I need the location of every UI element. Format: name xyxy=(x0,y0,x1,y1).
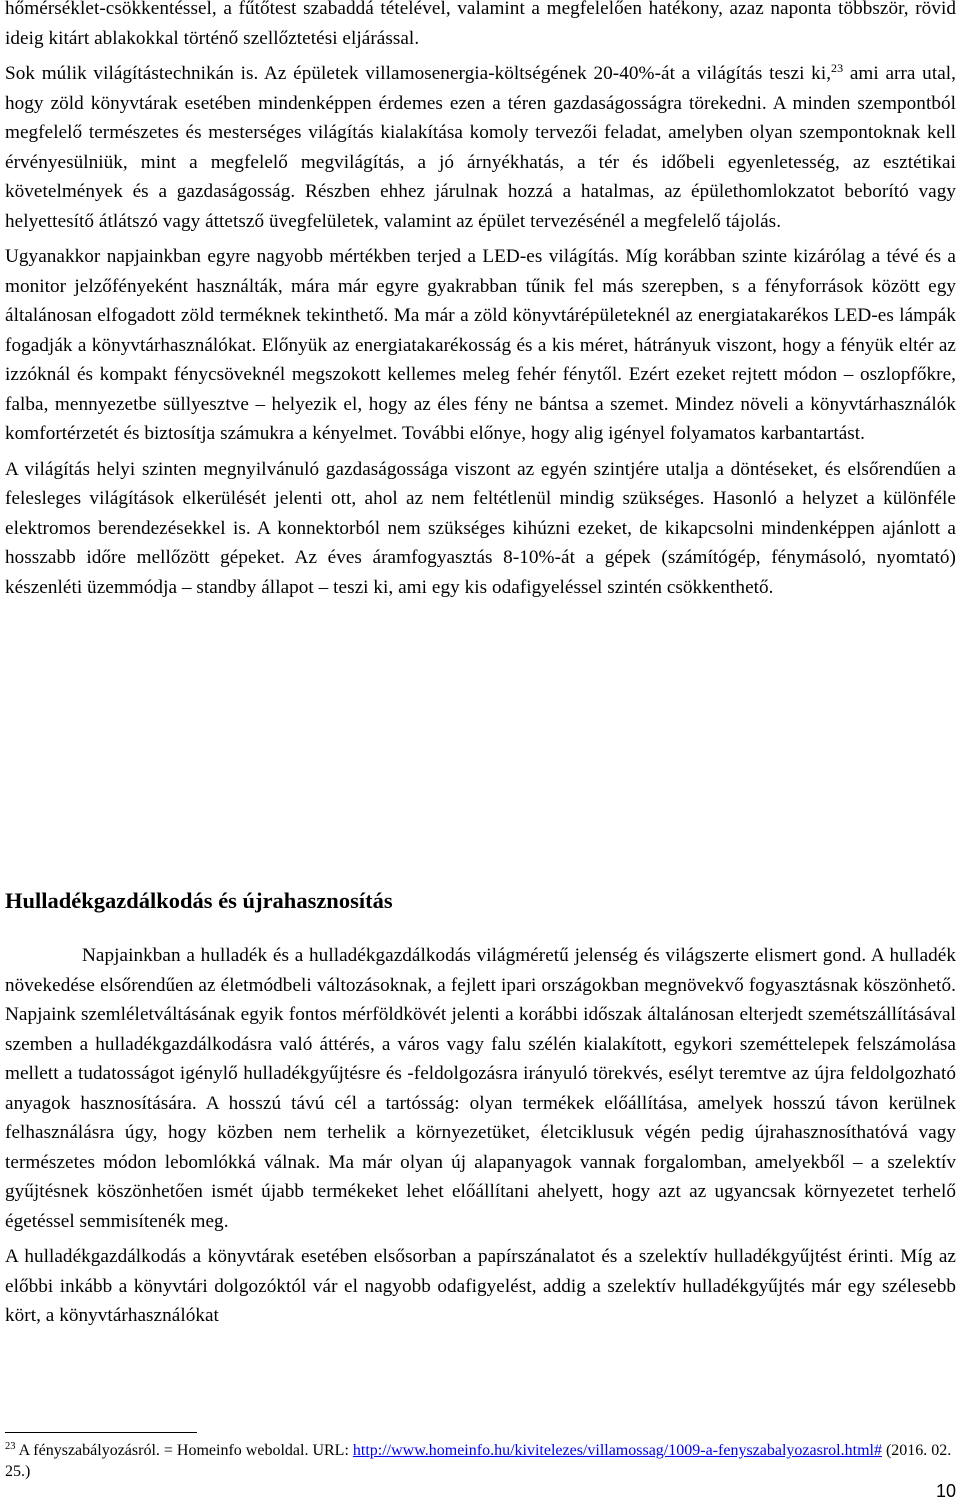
page-number: 10 xyxy=(935,1481,956,1501)
footnote-date: (2016. 02. 25.) xyxy=(5,1442,952,1480)
footnote-reference[interactable]: 23 xyxy=(831,61,844,75)
footnote xyxy=(5,1440,956,1482)
section-heading-wrapper xyxy=(5,886,393,916)
paragraph-waste-intro: Napjainkban a hulladék és a hulladékgazdálkodás világméretű jelenség és világszerte elismert gond. A hulladék növekedése elsőrendűen az életmódbeli változásoknak, a fejlett ipari országokban megnövekvő fogyasztásnak köszönhető. Napjaink szemléletváltásának egyik fontos mérföldkövét jelenti a korábbi időszak általánosan elterjedt szemétszállításával szemben a hulladékgazdálkodásra való áttérés, a város vagy falu szélén kialakított, egykori szeméttelepek felszámolása mellett a tudatosságot igénylő hulladékgyűjtésre és -feldolgozásra irányuló törekvés, esélyt teremtve az újra feldolgozható anyagok hasznosítására. A hosszú távú cél a tartósság: olyan termékek előállítása, amelyek hosszú távon kerülnek felhasználásra úgy, hogy közben nem terhelik a környezetüket, életciklusuk végén pedig újrahasznosíthatóvá vagy természetes módon lebomlókká válnak. Ma már olyan új alapanyagok vannak forgalomban, amelyekből – a szelektív gyűjtésnek köszönhetően ismét újabb termékeket lehet előállítani ahelyett, hogy azt az ugyancsak környezetet terhelő égetéssel semmisítenék meg. xyxy=(5,945,956,1232)
footnote-number: 23 xyxy=(5,1441,16,1452)
paragraph-lighting-part2: ami arra utal, hogy zöld könyvtárak esetében mindenképpen érdemes ezen a téren gazdaságosságra törekedni. A minden szempontból megfelelő természetes és mesterséges világítás kialakítása komoly tervezői feladat, amelyben olyan szempontoknak kell érvényesülniük, mint a megfelelő megvilágítás, a jó árnyékhatás, a tér és időbeli egyenletesség, az esztétikai követelmények és a gazdaságosság. Részben ehhez járulnak hozzá a hatalmas, az épülethomlokzatot beborító vagy helyettesítő átlátszó vagy áttetsző üvegfelületek, valamint az épület tervezésénél a megfelelő tájolás. xyxy=(5,63,956,232)
paragraph-led: Ugyanakkor napjainkban egyre nagyobb mértékben terjed a LED-es világítás. Míg korábban szinte kizárólag a tévé és a monitor jelzőfényeként használták, mára már egyre gyakrabban tűnik fel más szerepben, s a fényforrások között egy általánosan elfogadott zöld terméknek tekinthető. Ma már a zöld könyvtárépületeknél az energiatakarékos LED-es lámpák fogadják a könyvtárhasználókat. Előnyük az energiatakarékosság és a kis méret, hátrányuk viszont, hogy a fényük eltér az izzóknál és kompakt fénycsöveknél megszokott kellemes meleg fehér fénytől. Ezért ezeket rejtett módon – oszlopfőkre, falba, mennyezetbe süllyesztve – helyezik el, hogy az éles fény ne bántsa a szemet. Mindez növeli a könyvtárhasználók komfortérzetét és biztosítja számukra a kényelmet. További előnye, hogy alig igényel folyamatos karbantartást. xyxy=(5,246,956,444)
paragraph-waste-library: A hulladékgazdálkodás a könyvtárak esetében elsősorban a papírszánalatot és a szelektív hulladékgyűjtést érinti. Míg az előbbi inkább a könyvtári dolgozóktól vár el nagyobb odafigyelést, addig a szelektív hulladékgyűjtés már egy szélesebb kört, a könyvtárhasználókat xyxy=(5,1246,956,1326)
footnote-separator xyxy=(5,1432,197,1433)
footnote-text: A fényszabályozásról. = Homeinfo weboldal. URL: xyxy=(15,1442,353,1459)
paragraph-lighting xyxy=(5,59,956,236)
paragraph-standby: A világítás helyi szinten megnyilvánuló gazdaságossága viszont az egyén szintjére utalja a döntéseket, és elsőrendűen a felesleges világítások elkerülését jelenti ott, ahol az nem feltétlenül mindig szükséges. Hasonló a helyzet a különféle elektromos berendezésekkel is. A konnektorból nem szükséges kihúzni ezeket, de kikapcsolni mindenképpen ajánlott a hosszabb időre mellőzött gépeket. Az éves áramfogyasztás 8-10%-át a gépek (számítógép, fénymásoló, nyomtató) készenléti üzemmódja – standby állapot – teszi ki, ami egy kis odafigyeléssel szintén csökkenthető. xyxy=(5,458,956,598)
page-body xyxy=(5,0,956,602)
paragraph-lighting-part1: Sok múlik világítástechnikán is. Az épületek villamosenergia-költségének 20-40%-át a világítás teszi ki, xyxy=(5,63,832,84)
section-heading: Hulladékgazdálkodás és újrahasznosítás xyxy=(5,888,393,913)
footnote-link[interactable]: http://www.homeinfo.hu/kivitelezes/villamossag/1009-a-fenyszabalyozasrol.html# xyxy=(352,1442,882,1459)
paragraph-heating: hőmérséklet-csökkentéssel, a fűtőtest szabaddá tételével, valamint a megfelelően hatékony, azaz naponta többször, rövid ideig kitárt ablakokkal történő szellőztetési eljárással. xyxy=(5,0,956,49)
section-body xyxy=(5,941,956,1331)
